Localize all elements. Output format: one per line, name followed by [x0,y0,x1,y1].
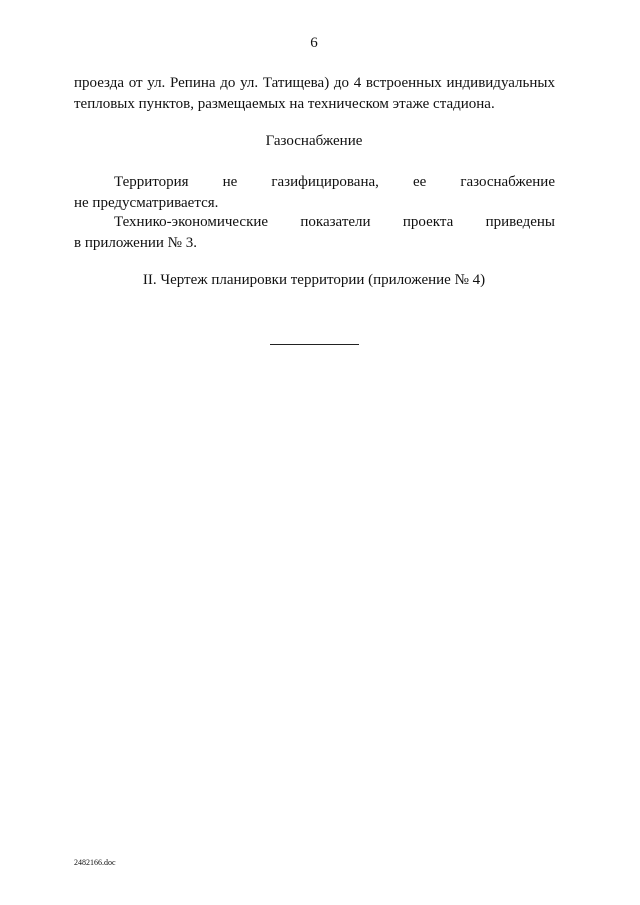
word: ул. [147,75,166,91]
page-number: 6 [310,35,318,51]
word: Татищева) [262,75,330,91]
intro-line-2: тепловых пунктов, размещаемых на техническом этаже стадиона. [74,96,495,112]
gas-line-2: не предусматривается. [74,195,219,211]
word: Репина [170,75,216,91]
word: ул. [240,75,259,91]
section-heading: II. Чертеж планировки территории (приложение № 4) [142,272,486,288]
word: от [128,75,143,91]
word: показатели [300,214,371,230]
tech-line-2: в приложении № 3. [74,235,197,251]
word: газоснабжение [460,174,555,190]
word: до [220,75,236,91]
word: приведены [485,214,555,230]
word: индивидуальных [446,75,555,91]
separator-line [270,344,359,345]
word: 4 [353,75,362,91]
tech-line-1 [74,212,555,233]
word: до [333,75,350,91]
word: проезда [74,75,124,91]
gas-line-1 [74,172,555,193]
intro-paragraph [74,73,555,115]
word: не [222,174,238,190]
word: ее [412,174,427,190]
gas-paragraph [74,172,555,214]
word: встроенных [365,75,442,91]
word: Технико-экономические [114,214,269,230]
tech-paragraph [74,212,555,254]
word: газифицирована, [271,174,379,190]
document-code: 2482166.doc [74,858,116,867]
word: проекта [402,214,454,230]
gas-supply-heading: Газоснабжение [265,133,363,149]
word: Территория [114,174,189,190]
intro-line-1 [74,73,555,94]
